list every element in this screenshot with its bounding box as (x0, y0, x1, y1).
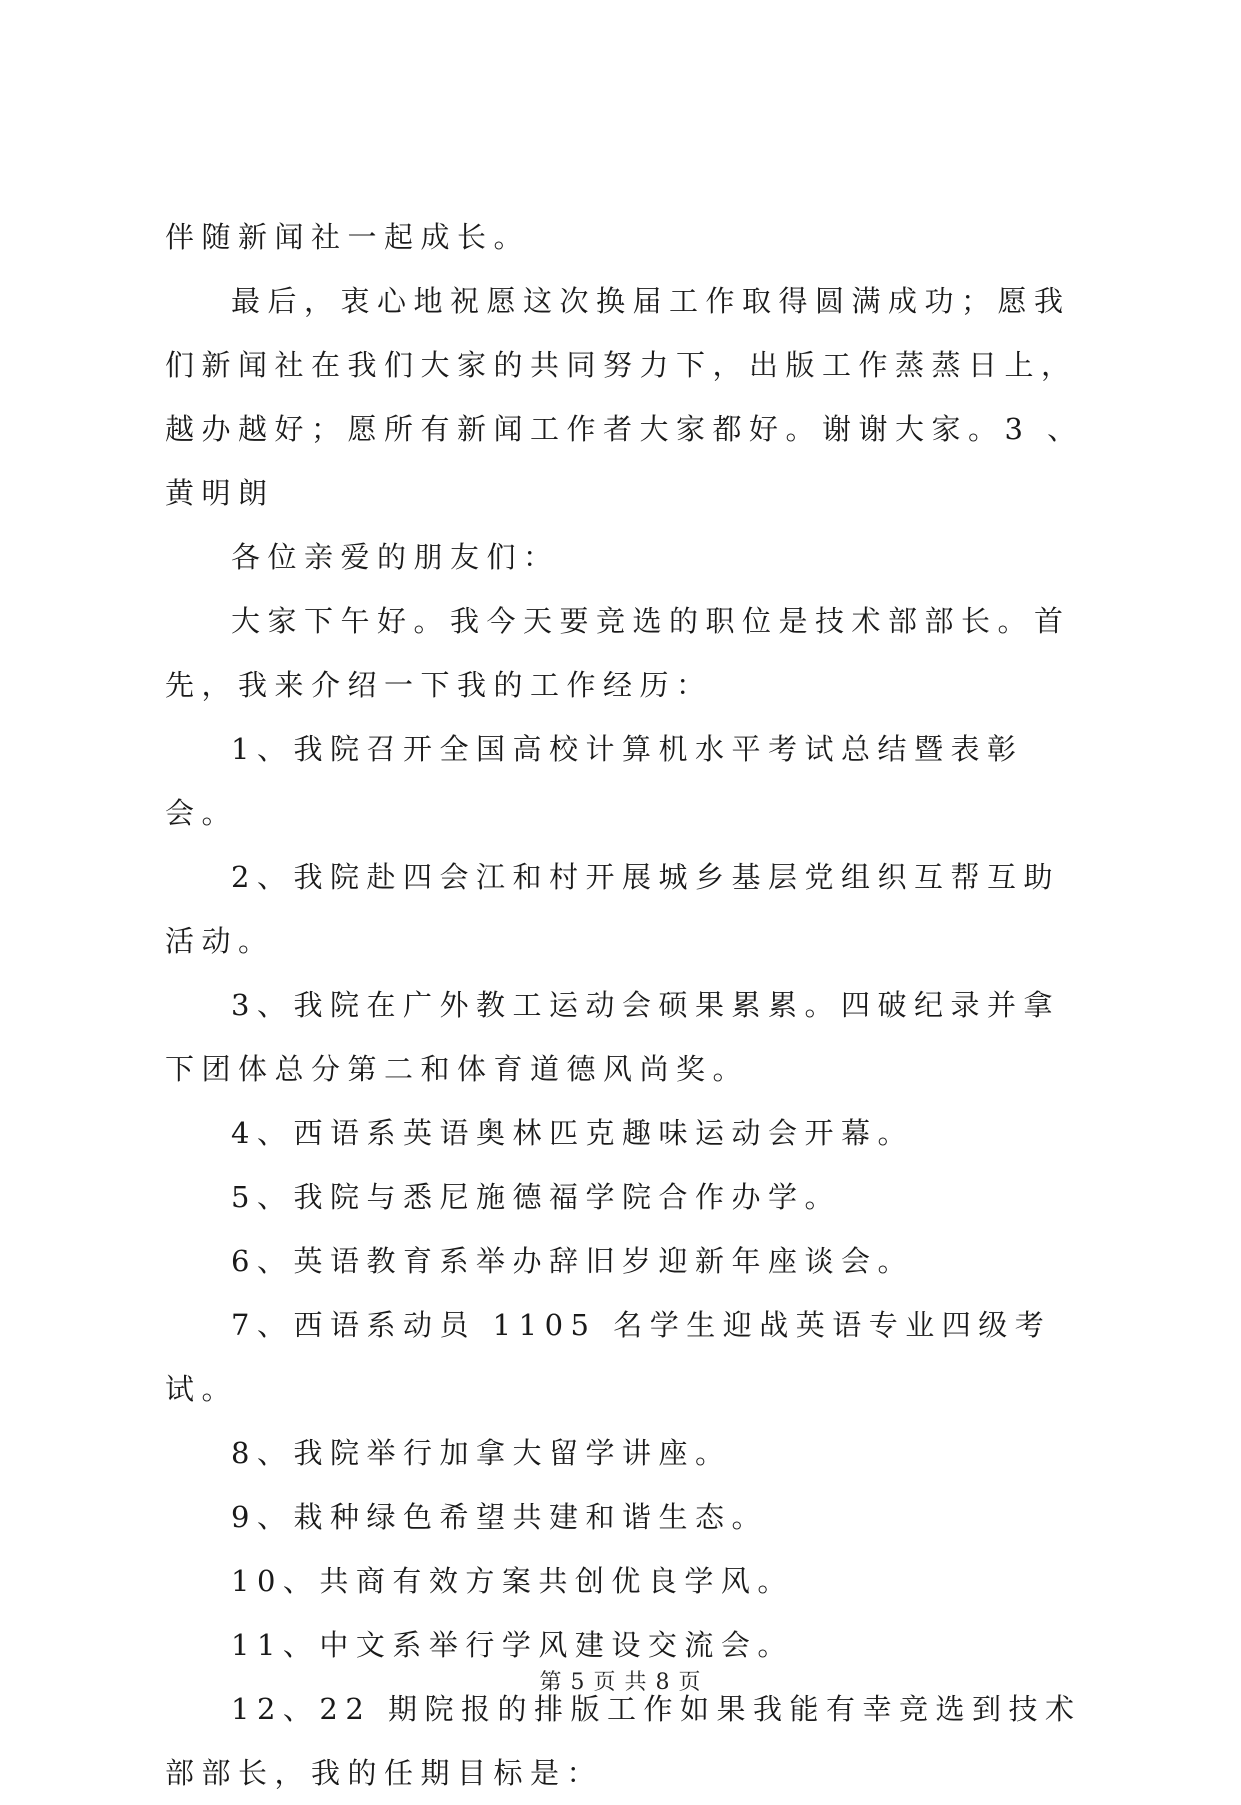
paragraph-4: 大家下午好。我今天要竞选的职位是技术部部长。首先，我来介绍一下我的工作经历： (165, 604, 1071, 702)
list-item-3: 3、我院在广外教工运动会硕果累累。四破纪录并拿下团体总分第二和体育道德风尚奖。 (165, 988, 1060, 1086)
list-item-11: 11、中文系举行学风建设交流会。 (231, 1628, 794, 1662)
document-body (165, 205, 1085, 1805)
list-item-4: 4、西语系英语奥林匹克趣味运动会开幕。 (231, 1116, 914, 1150)
paragraph-3: 各位亲爱的朋友们： (231, 540, 560, 574)
list-item-2: 2、我院赴四会江和村开展城乡基层党组织互帮互助活动。 (165, 860, 1060, 958)
list-item-12: 12、22 期院报的排版工作如果我能有幸竞选到技术部部长，我的任期目标是： (165, 1692, 1082, 1790)
list-item-7: 7、西语系动员 1105 名学生迎战英语专业四级考试。 (165, 1308, 1052, 1406)
page-footer (0, 1665, 1241, 1696)
paragraph-1: 伴随新闻社一起成长。 (165, 220, 531, 254)
list-item-1: 1、我院召开全国高校计算机水平考试总结暨表彰会。 (165, 732, 1024, 830)
paragraph-2: 最后，衷心地祝愿这次换届工作取得圆满成功；愿我们新闻社在我们大家的共同努力下，出版工作蒸蒸日上，越办越好；愿所有新闻工作者大家都好。谢谢大家。3 、黄明朗 (165, 284, 1084, 510)
list-item-10: 10、共商有效方案共创优良学风。 (231, 1564, 794, 1598)
list-item-5: 5、我院与悉尼施德福学院合作办学。 (231, 1180, 841, 1214)
list-item-6: 6、英语教育系举办辞旧岁迎新年座谈会。 (231, 1244, 914, 1278)
page-number-label: 第 5 页 共 8 页 (539, 1670, 702, 1695)
list-item-8: 8、我院举行加拿大留学讲座。 (231, 1436, 732, 1470)
list-item-9: 9、栽种绿色希望共建和谐生态。 (231, 1500, 768, 1534)
